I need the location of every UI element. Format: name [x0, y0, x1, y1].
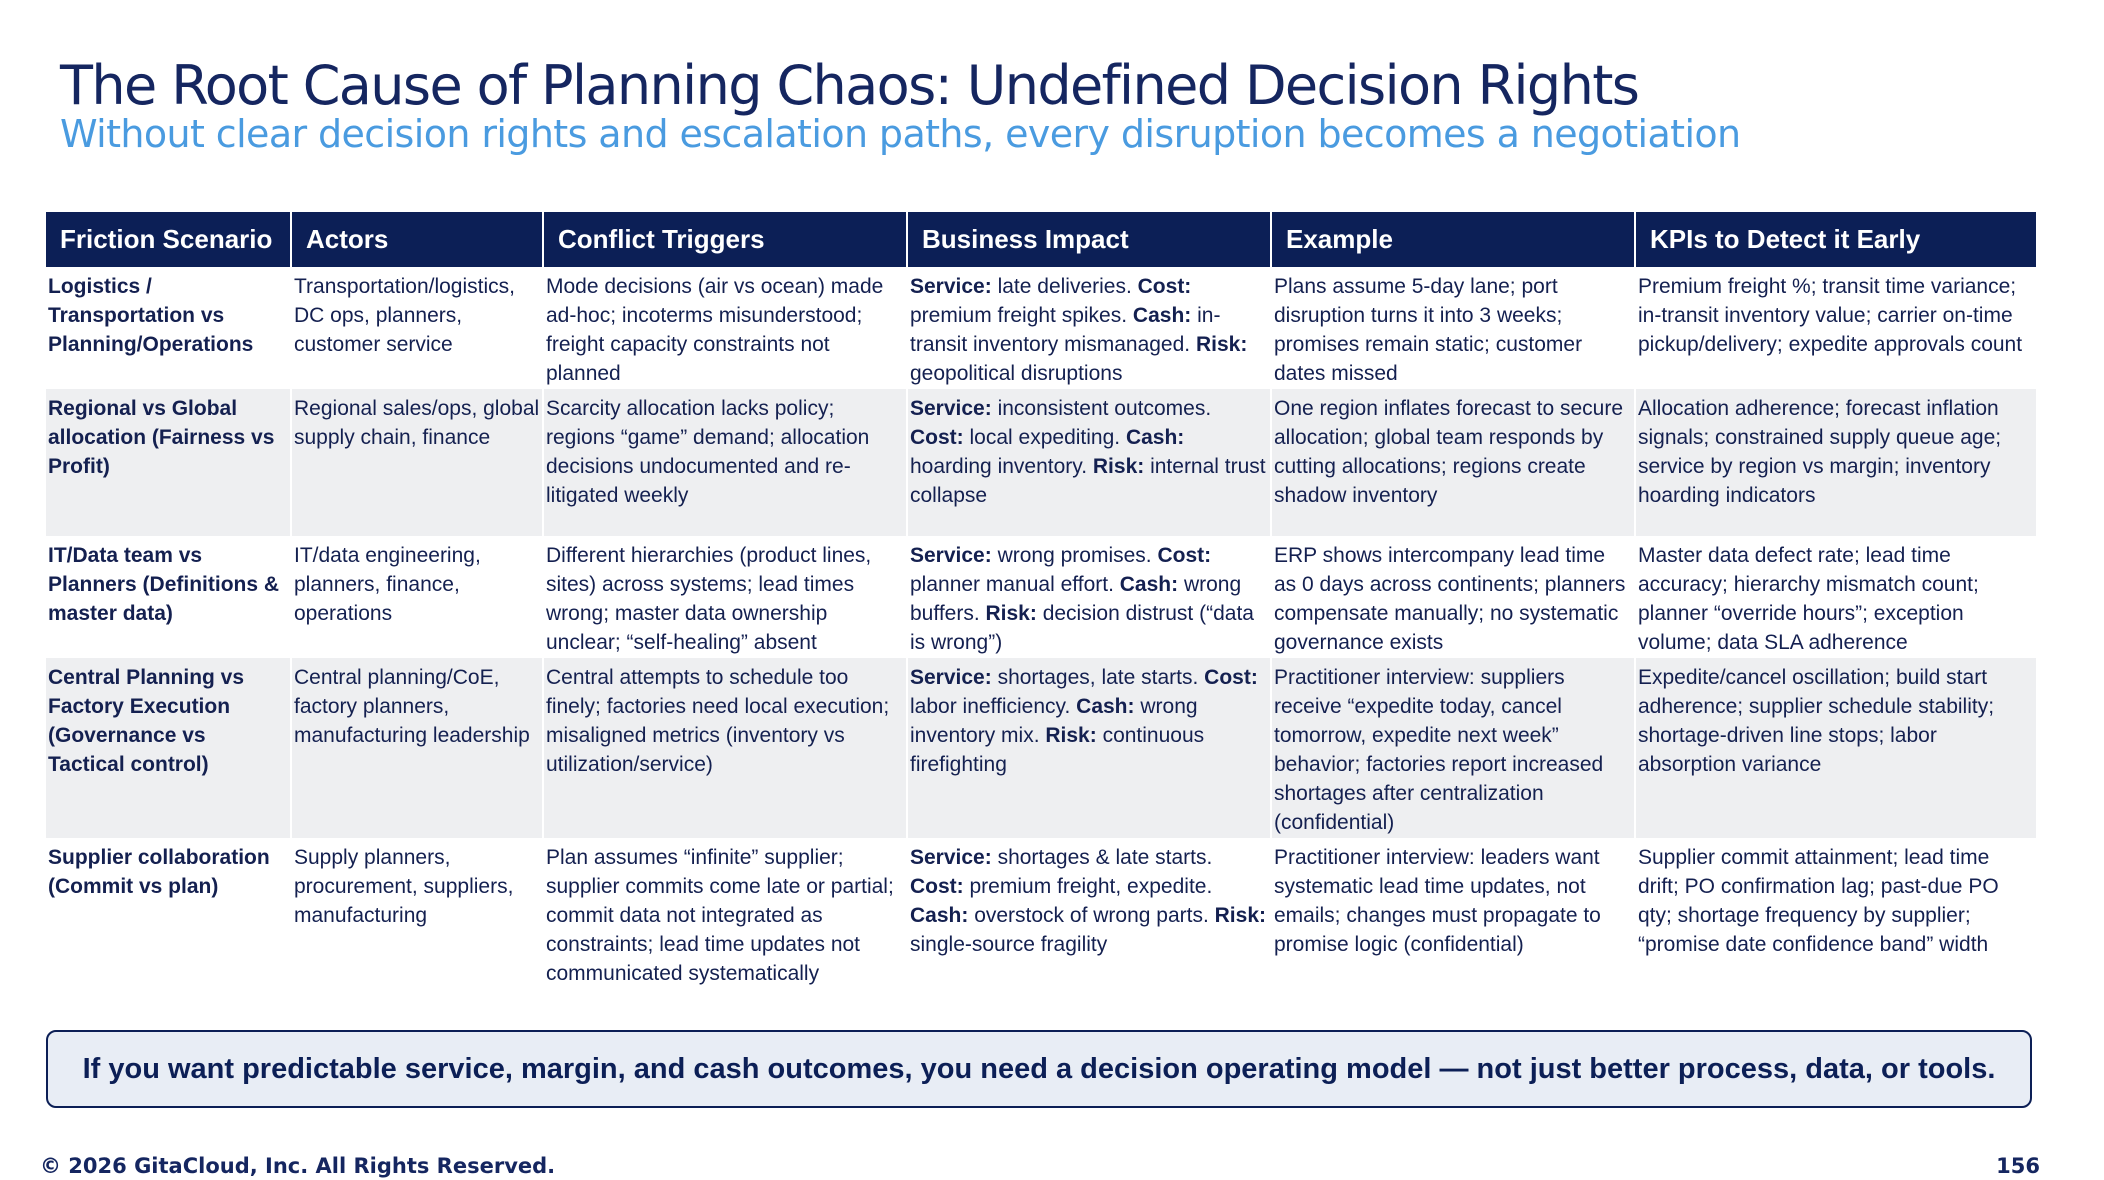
cell-actors: Transportation/logistics, DC ops, planners, customer service	[292, 267, 544, 389]
impact-text: wrong inventory mix.	[910, 695, 1198, 747]
impact-label: Cash:	[1125, 426, 1185, 449]
impact-label: Cost:	[1137, 275, 1192, 298]
table-row	[46, 536, 2036, 658]
impact-label: Service:	[910, 397, 992, 420]
impact-text: hoarding inventory.	[910, 455, 1093, 478]
cell-example: Practitioner interview: suppliers receive “expedite today, cancel tomorrow, expedite next week” behavior; factories report increased shortages after centralization (confidential)	[1272, 658, 1636, 838]
cell-scenario: Logistics / Transportation vs Planning/Operations	[46, 267, 292, 389]
impact-text: decision distrust (“data is wrong”)	[910, 602, 1254, 654]
impact-text: continuous firefighting	[910, 724, 1205, 776]
table-header-row	[46, 212, 2036, 267]
header-friction-scenario: Friction Scenario	[46, 212, 292, 267]
slide-subtitle: Without clear decision rights and escalation paths, every disruption becomes a negotiation	[60, 112, 1741, 156]
friction-table	[46, 212, 2036, 992]
impact-label: Cash:	[910, 904, 969, 927]
impact-text: internal trust collapse	[910, 455, 1266, 507]
cell-kpis: Allocation adherence; forecast inflation signals; constrained supply queue age; service by region vs margin; inventory hoarding indicators	[1636, 389, 2036, 536]
cell-kpis: Expedite/cancel oscillation; build start adherence; supplier schedule stability; shortage-driven line stops; labor absorption variance	[1636, 658, 2036, 838]
header-actors: Actors	[292, 212, 544, 267]
cell-actors: Central planning/CoE, factory planners, manufacturing leadership	[292, 658, 544, 838]
table-row	[46, 658, 2036, 838]
impact-text: inconsistent outcomes.	[991, 397, 1212, 420]
impact-text: local expediting.	[963, 426, 1126, 449]
impact-text: wrong buffers.	[910, 573, 1242, 625]
impact-label: Risk:	[1045, 724, 1097, 747]
cell-triggers: Plan assumes “infinite” supplier; supplier commits come late or partial; commit data not integrated as constraints; lead time updates not communicated systematically	[544, 838, 908, 992]
impact-label: Cost:	[910, 875, 964, 898]
impact-text: shortages & late starts.	[991, 846, 1213, 869]
cell-scenario: Supplier collaboration (Commit vs plan)	[46, 838, 292, 992]
cell-actors: IT/data engineering, planners, finance, operations	[292, 536, 544, 658]
cell-scenario: IT/Data team vs Planners (Definitions & master data)	[46, 536, 292, 658]
cell-example: Practitioner interview: leaders want systematic lead time updates, not emails; changes must propagate to promise logic (confidential)	[1272, 838, 1636, 992]
impact-label: Service:	[910, 666, 992, 689]
header-conflict-triggers: Conflict Triggers	[544, 212, 908, 267]
impact-label: Cash:	[1119, 573, 1179, 596]
cell-example: Plans assume 5-day lane; port disruption turns it into 3 weeks; promises remain static; customer dates missed	[1272, 267, 1636, 389]
impact-text: single-source fragility	[910, 933, 1108, 956]
cell-example: ERP shows intercompany lead time as 0 days across continents; planners compensate manually; no systematic governance exists	[1272, 536, 1636, 658]
table-row	[46, 838, 2036, 992]
table-row	[46, 389, 2036, 536]
cell-scenario: Regional vs Global allocation (Fairness vs Profit)	[46, 389, 292, 536]
impact-text: in-transit inventory mismanaged.	[910, 304, 1221, 356]
impact-text: premium freight, expedite.	[963, 875, 1213, 898]
cell-triggers: Scarcity allocation lacks policy; regions “game” demand; allocation decisions undocumented and re-litigated weekly	[544, 389, 908, 536]
impact-label: Service:	[910, 275, 992, 298]
cell-triggers: Different hierarchies (product lines, sites) across systems; lead times wrong; master data ownership unclear; “self-healing” absent	[544, 536, 908, 658]
cell-impact	[908, 389, 1272, 536]
impact-text: late deliveries.	[991, 275, 1138, 298]
impact-label: Risk:	[1214, 904, 1266, 927]
header-example: Example	[1272, 212, 1636, 267]
impact-label: Risk:	[1092, 455, 1145, 478]
slide-title: The Root Cause of Planning Chaos: Undefined Decision Rights	[60, 54, 1639, 117]
cell-kpis: Master data defect rate; lead time accuracy; hierarchy mismatch count; planner “override hours”; exception volume; data SLA adherence	[1638, 544, 1979, 654]
header-business-impact: Business Impact	[908, 212, 1272, 267]
table-row	[46, 267, 2036, 389]
cell-scenario: Central Planning vs Factory Execution (Governance vs Tactical control)	[46, 658, 292, 838]
impact-text: labor inefficiency.	[910, 695, 1077, 718]
impact-label: Risk:	[1195, 333, 1248, 356]
impact-label: Cost:	[1157, 544, 1212, 567]
impact-label: Cost:	[1204, 666, 1258, 689]
impact-text: overstock of wrong parts.	[968, 904, 1215, 927]
impact-label: Cash:	[1132, 304, 1192, 327]
impact-text: planner manual effort.	[910, 573, 1120, 596]
impact-text: geopolitical disruptions	[910, 362, 1123, 385]
impact-label: Cash:	[1076, 695, 1135, 718]
cell-actors: Supply planners, procurement, suppliers, manufacturing	[292, 838, 544, 992]
cell-impact	[908, 838, 1272, 992]
page-number: 156	[1996, 1154, 2040, 1178]
cell-actors: Regional sales/ops, global supply chain, finance	[292, 389, 544, 536]
cell-triggers: Mode decisions (air vs ocean) made ad-hoc; incoterms misunderstood; freight capacity constraints not planned	[544, 267, 908, 389]
cell-example: One region inflates forecast to secure allocation; global team responds by cutting allocations; regions create shadow inventory	[1272, 389, 1636, 536]
impact-text: wrong promises.	[991, 544, 1158, 567]
cell-impact	[908, 536, 1272, 658]
impact-label: Risk:	[985, 602, 1037, 625]
header-kpis: KPIs to Detect it Early	[1636, 212, 2036, 267]
impact-label: Cost:	[910, 426, 964, 449]
cell-triggers: Central attempts to schedule too finely; factories need local execution; misaligned metrics (inventory vs utilization/service)	[544, 658, 908, 838]
impact-label: Service:	[910, 544, 992, 567]
impact-text: premium freight spikes.	[910, 304, 1133, 327]
cell-kpis: Supplier commit attainment; lead time drift; PO confirmation lag; past-due PO qty; shortage frequency by supplier; “promise date confidence band” width	[1638, 846, 1999, 956]
cell-impact	[908, 267, 1272, 389]
cell-kpis: Premium freight %; transit time variance; in-transit inventory value; carrier on-time pickup/delivery; expedite approvals count	[1638, 275, 2023, 356]
impact-text: shortages, late starts.	[991, 666, 1205, 689]
key-takeaway-callout: If you want predictable service, margin, and cash outcomes, you need a decision operating model — not just better process, data, or tools.	[46, 1030, 2032, 1108]
cell-impact	[908, 658, 1272, 838]
impact-label: Service:	[910, 846, 992, 869]
copyright-notice: © 2026 GitaCloud, Inc. All Rights Reserved.	[40, 1154, 556, 1178]
